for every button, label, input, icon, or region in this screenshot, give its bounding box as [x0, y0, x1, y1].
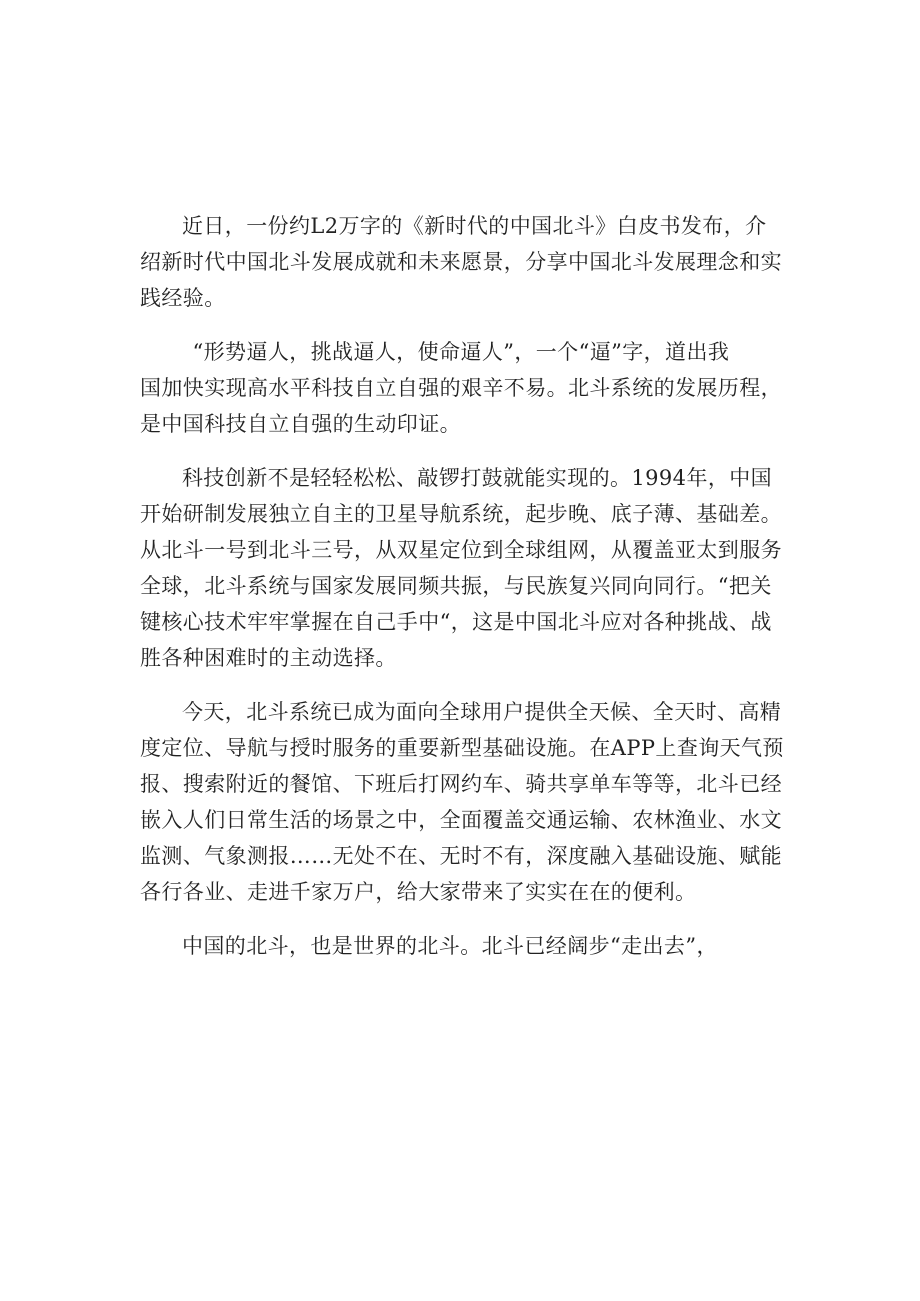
text-line: 中国的北斗，也是世界的北斗。北斗已经阔步“走出去”， [182, 934, 718, 958]
text-line: 度定位、导航与授时服务的重要新型基础设施。在APP上查询天气预 [140, 736, 784, 760]
text-line: 报、搜索附近的餐馆、下班后打网约车、骑共享单车等等，北斗已经 [140, 772, 782, 796]
paragraph-2 [140, 334, 785, 442]
text-line: 近日，一份约L2万字的《新时代的中国北斗》白皮书发布，介 [182, 214, 767, 238]
text-line: 胜各种困难时的主动选择。 [140, 646, 397, 670]
text-line: 今天，北斗系统已成为面向全球用户提供全天候、全天时、高精 [182, 700, 782, 724]
text-line: 全球，北斗系统与国家发展同频共振，与民族复兴同向同行。“把关 [140, 574, 772, 598]
paragraph-5 [140, 928, 785, 964]
text-line: 绍新时代中国北斗发展成就和未来愿景，分享中国北斗发展理念和实 [140, 250, 782, 274]
text-line: 开始研制发展独立自主的卫星导航系统，起步晚、底子薄、基础差。 [140, 502, 782, 526]
paragraph-4 [140, 694, 785, 910]
text-line: 嵌入人们日常生活的场景之中，全面覆盖交通运输、农林渔业、水文 [140, 808, 782, 832]
text-line: “形势逼人，挑战逼人，使命逼人”，一个“逼”字，道出我 [192, 340, 730, 364]
text-line: 国加快实现高水平科技自立自强的艰辛不易。北斗系统的发展历程， [140, 376, 782, 400]
text-line: 践经验。 [140, 286, 226, 310]
text-line: 从北斗一号到北斗三号，从双星定位到全球组网，从覆盖亚太到服务 [140, 538, 782, 562]
paragraph-1 [140, 208, 785, 316]
paragraph-3 [140, 460, 785, 676]
text-line: 是中国科技自立自强的生动印证。 [140, 412, 461, 436]
article-body [140, 208, 785, 982]
text-line: 各行各业、走进千家万户，给大家带来了实实在在的便利。 [140, 880, 697, 904]
text-line: 监测、气象测报……无处不在、无时不有，深度融入基础设施、赋能 [140, 844, 782, 868]
text-line: 科技创新不是轻轻松松、敲锣打鼓就能实现的。1994年，中国 [182, 466, 773, 490]
text-line: 键核心技术牢牢掌握在自己手中“，这是中国北斗应对各种挑战、战 [140, 610, 772, 634]
